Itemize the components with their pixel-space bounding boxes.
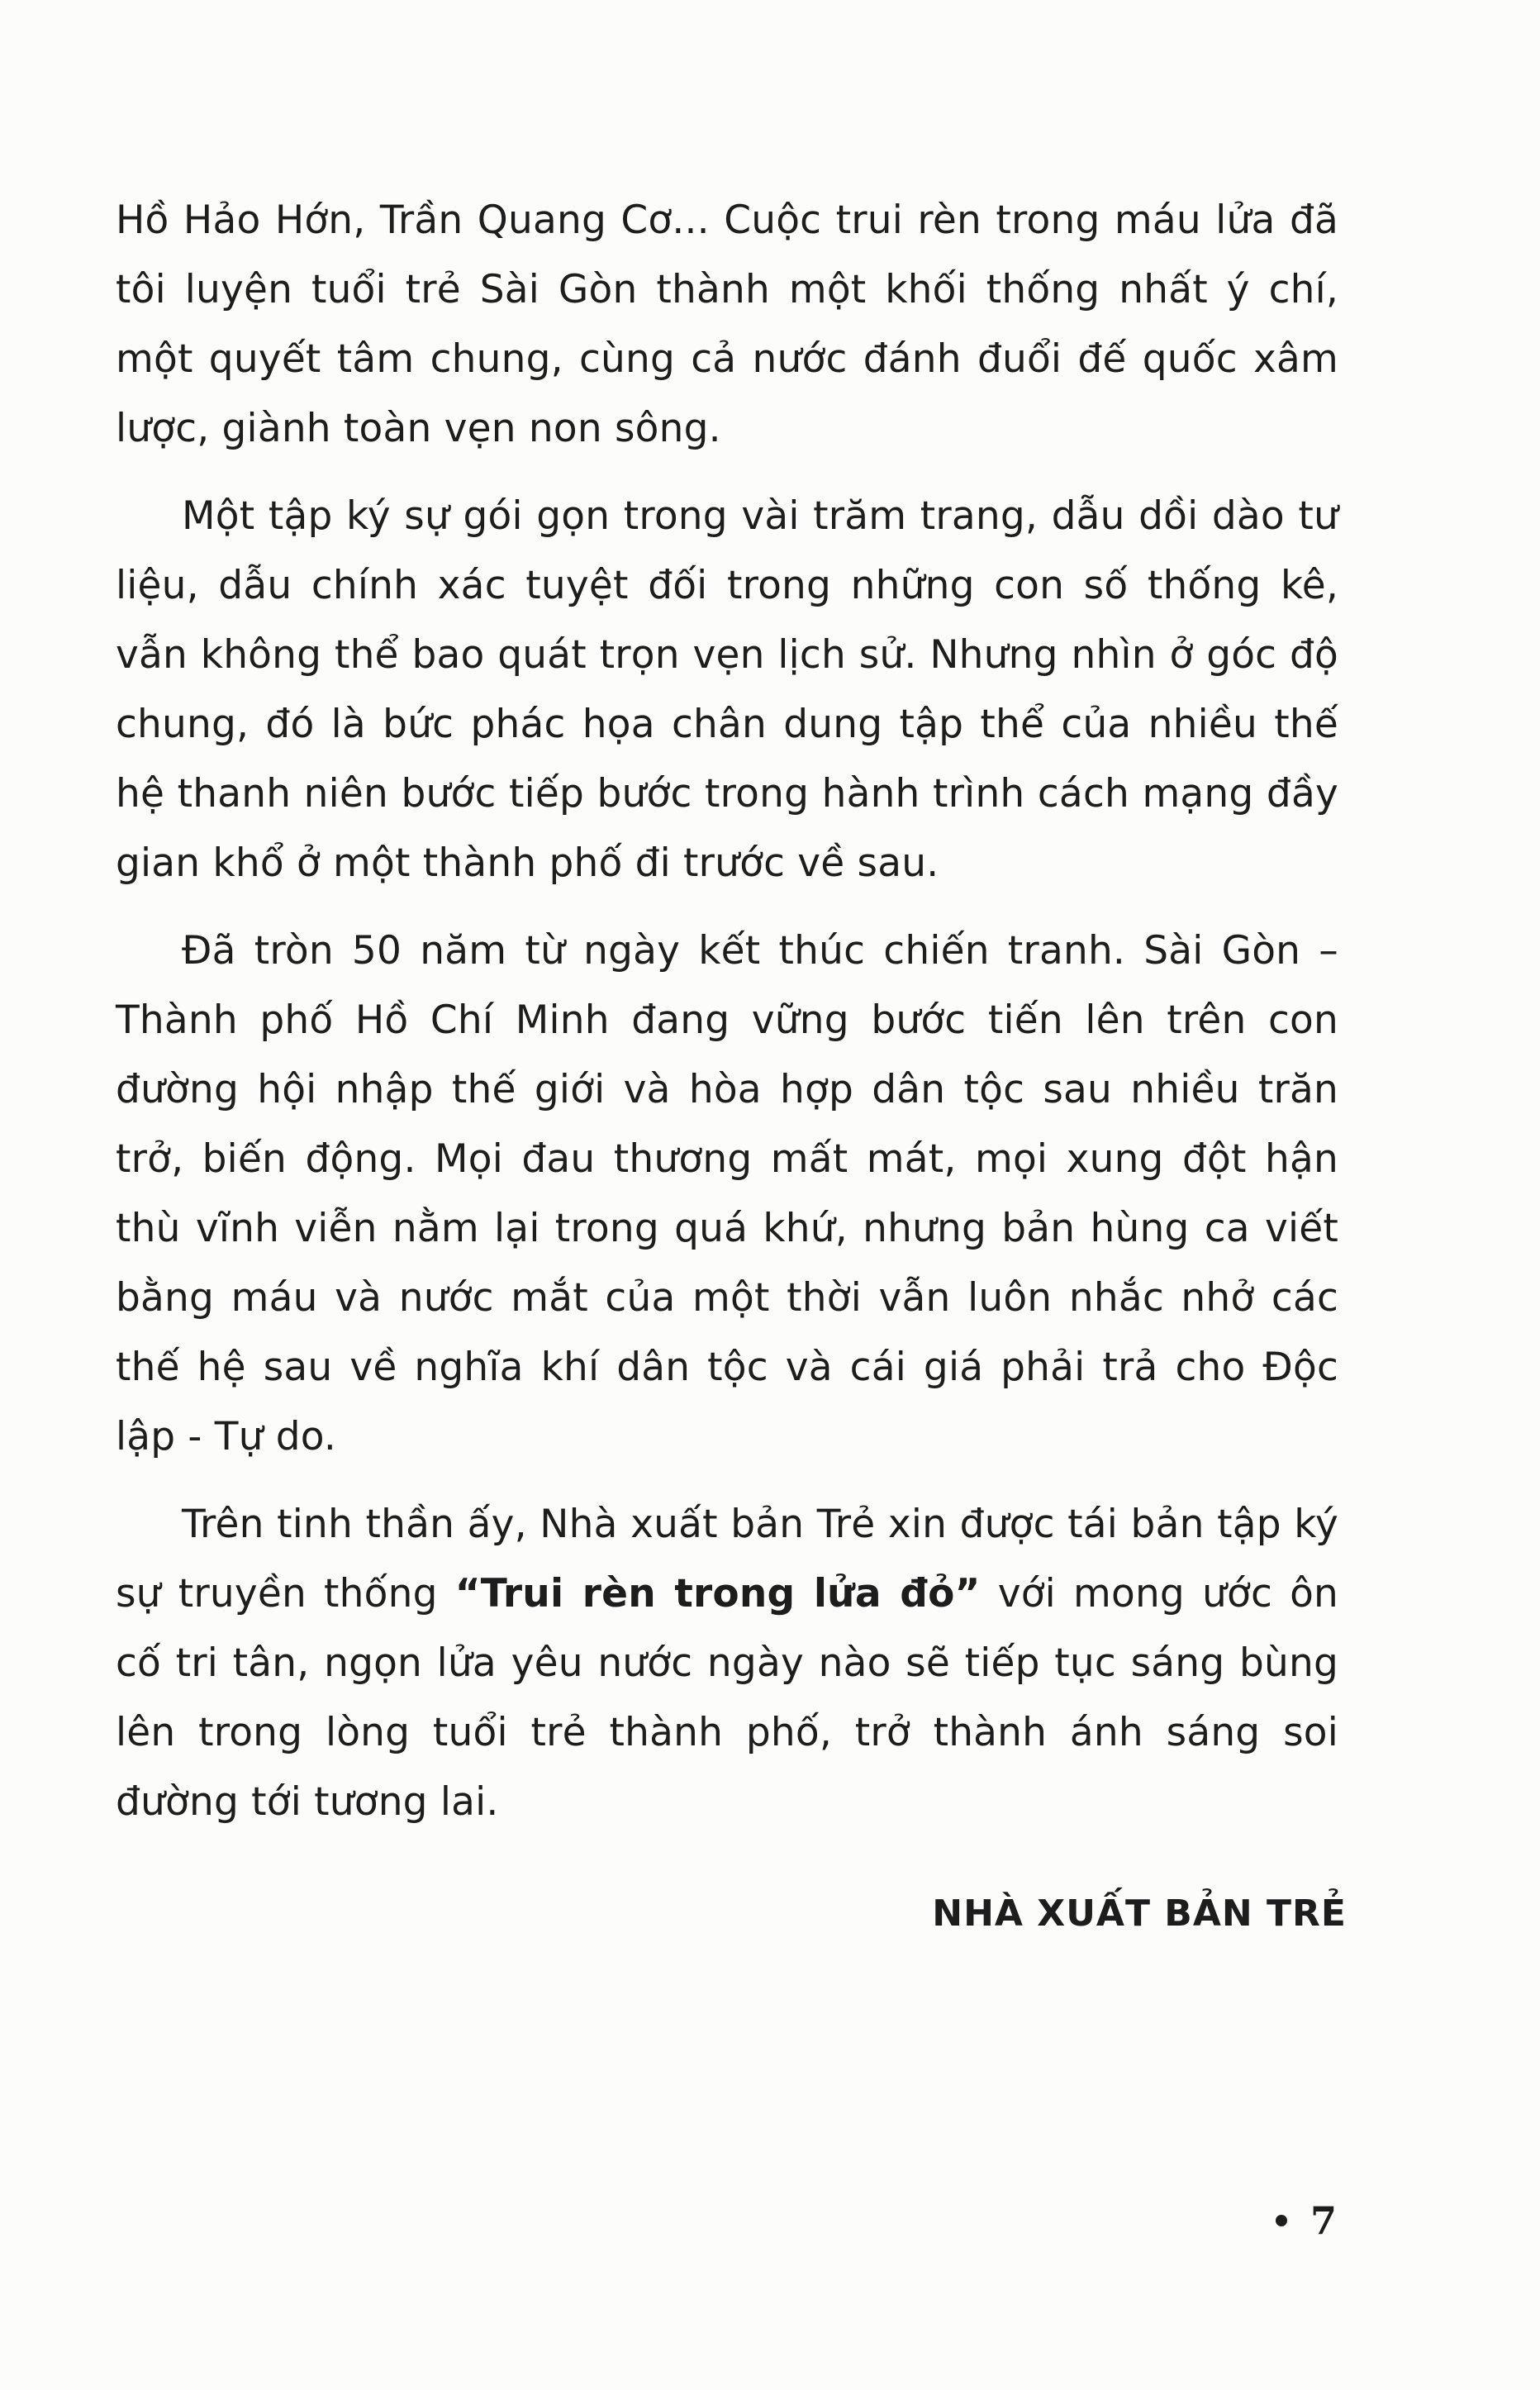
paragraph-3: Đã tròn 50 năm từ ngày kết thúc chiến tranh. Sài Gòn – Thành phố Hồ Chí Minh đang vững bước tiến lên trên con đường hội nhập thế giới và hòa hợp dân tộc sau nhiều trăn trở, biến động. Mọi đau thương mất mát, mọi xung đột hận thù vĩnh viễn nằm lại trong quá khứ, nhưng bản hùng ca viết bằng máu và nước mắt của một thời vẫn luôn nhắc nhở các thế hệ sau về nghĩa khí dân tộc và cái giá phải trả cho Độc lập - Tự do. xyxy=(116,928,1338,1459)
publisher-signature: NHÀ XUẤT BẢN TRẺ xyxy=(932,1892,1347,1935)
page-number: 7 xyxy=(1309,2198,1337,2243)
paragraph-4-intro: Trên tinh thần ấy, Nhà xuất bản Trẻ xin được tái bản tập ký sự truyền thống xyxy=(116,1502,1338,1616)
paragraph-1: Hồ Hảo Hớn, Trần Quang Cơ... Cuộc trui rèn trong máu lửa đã tôi luyện tuổi trẻ Sài Gòn thành một khối thống nhất ý chí, một quyết tâm chung, cùng cả nước đánh đuổi đế quốc xâm lược, giành toàn vẹn non sông. xyxy=(116,198,1338,451)
page-footer xyxy=(1276,2198,1337,2243)
bullet-icon xyxy=(1276,2215,1287,2226)
paragraph-4 xyxy=(116,1490,1338,1837)
book-title-quote: “Trui rèn trong lửa đỏ” xyxy=(454,1571,981,1616)
paragraph-2: Một tập ký sự gói gọn trong vài trăm trang, dẫu dồi dào tư liệu, dẫu chính xác tuyệt đối trong những con số thống kê, vẫn không thể bao quát trọn vẹn lịch sử. Nhưng nhìn ở góc độ chung, đó là bức phác họa chân dung tập thể của nhiều thế hệ thanh niên bước tiếp bước trong hành trình cách mạng đầy gian khổ ở một thành phố đi trước về sau. xyxy=(116,493,1338,886)
paragraph-4-rest: với mong ước ôn cố tri tân, ngọn lửa yêu nước ngày nào sẽ tiếp tục sáng bùng lên trong lòng tuổi trẻ thành phố, trở thành ánh sáng soi đường tới tương lai. xyxy=(116,1571,1339,1825)
body-text xyxy=(116,186,1338,1855)
